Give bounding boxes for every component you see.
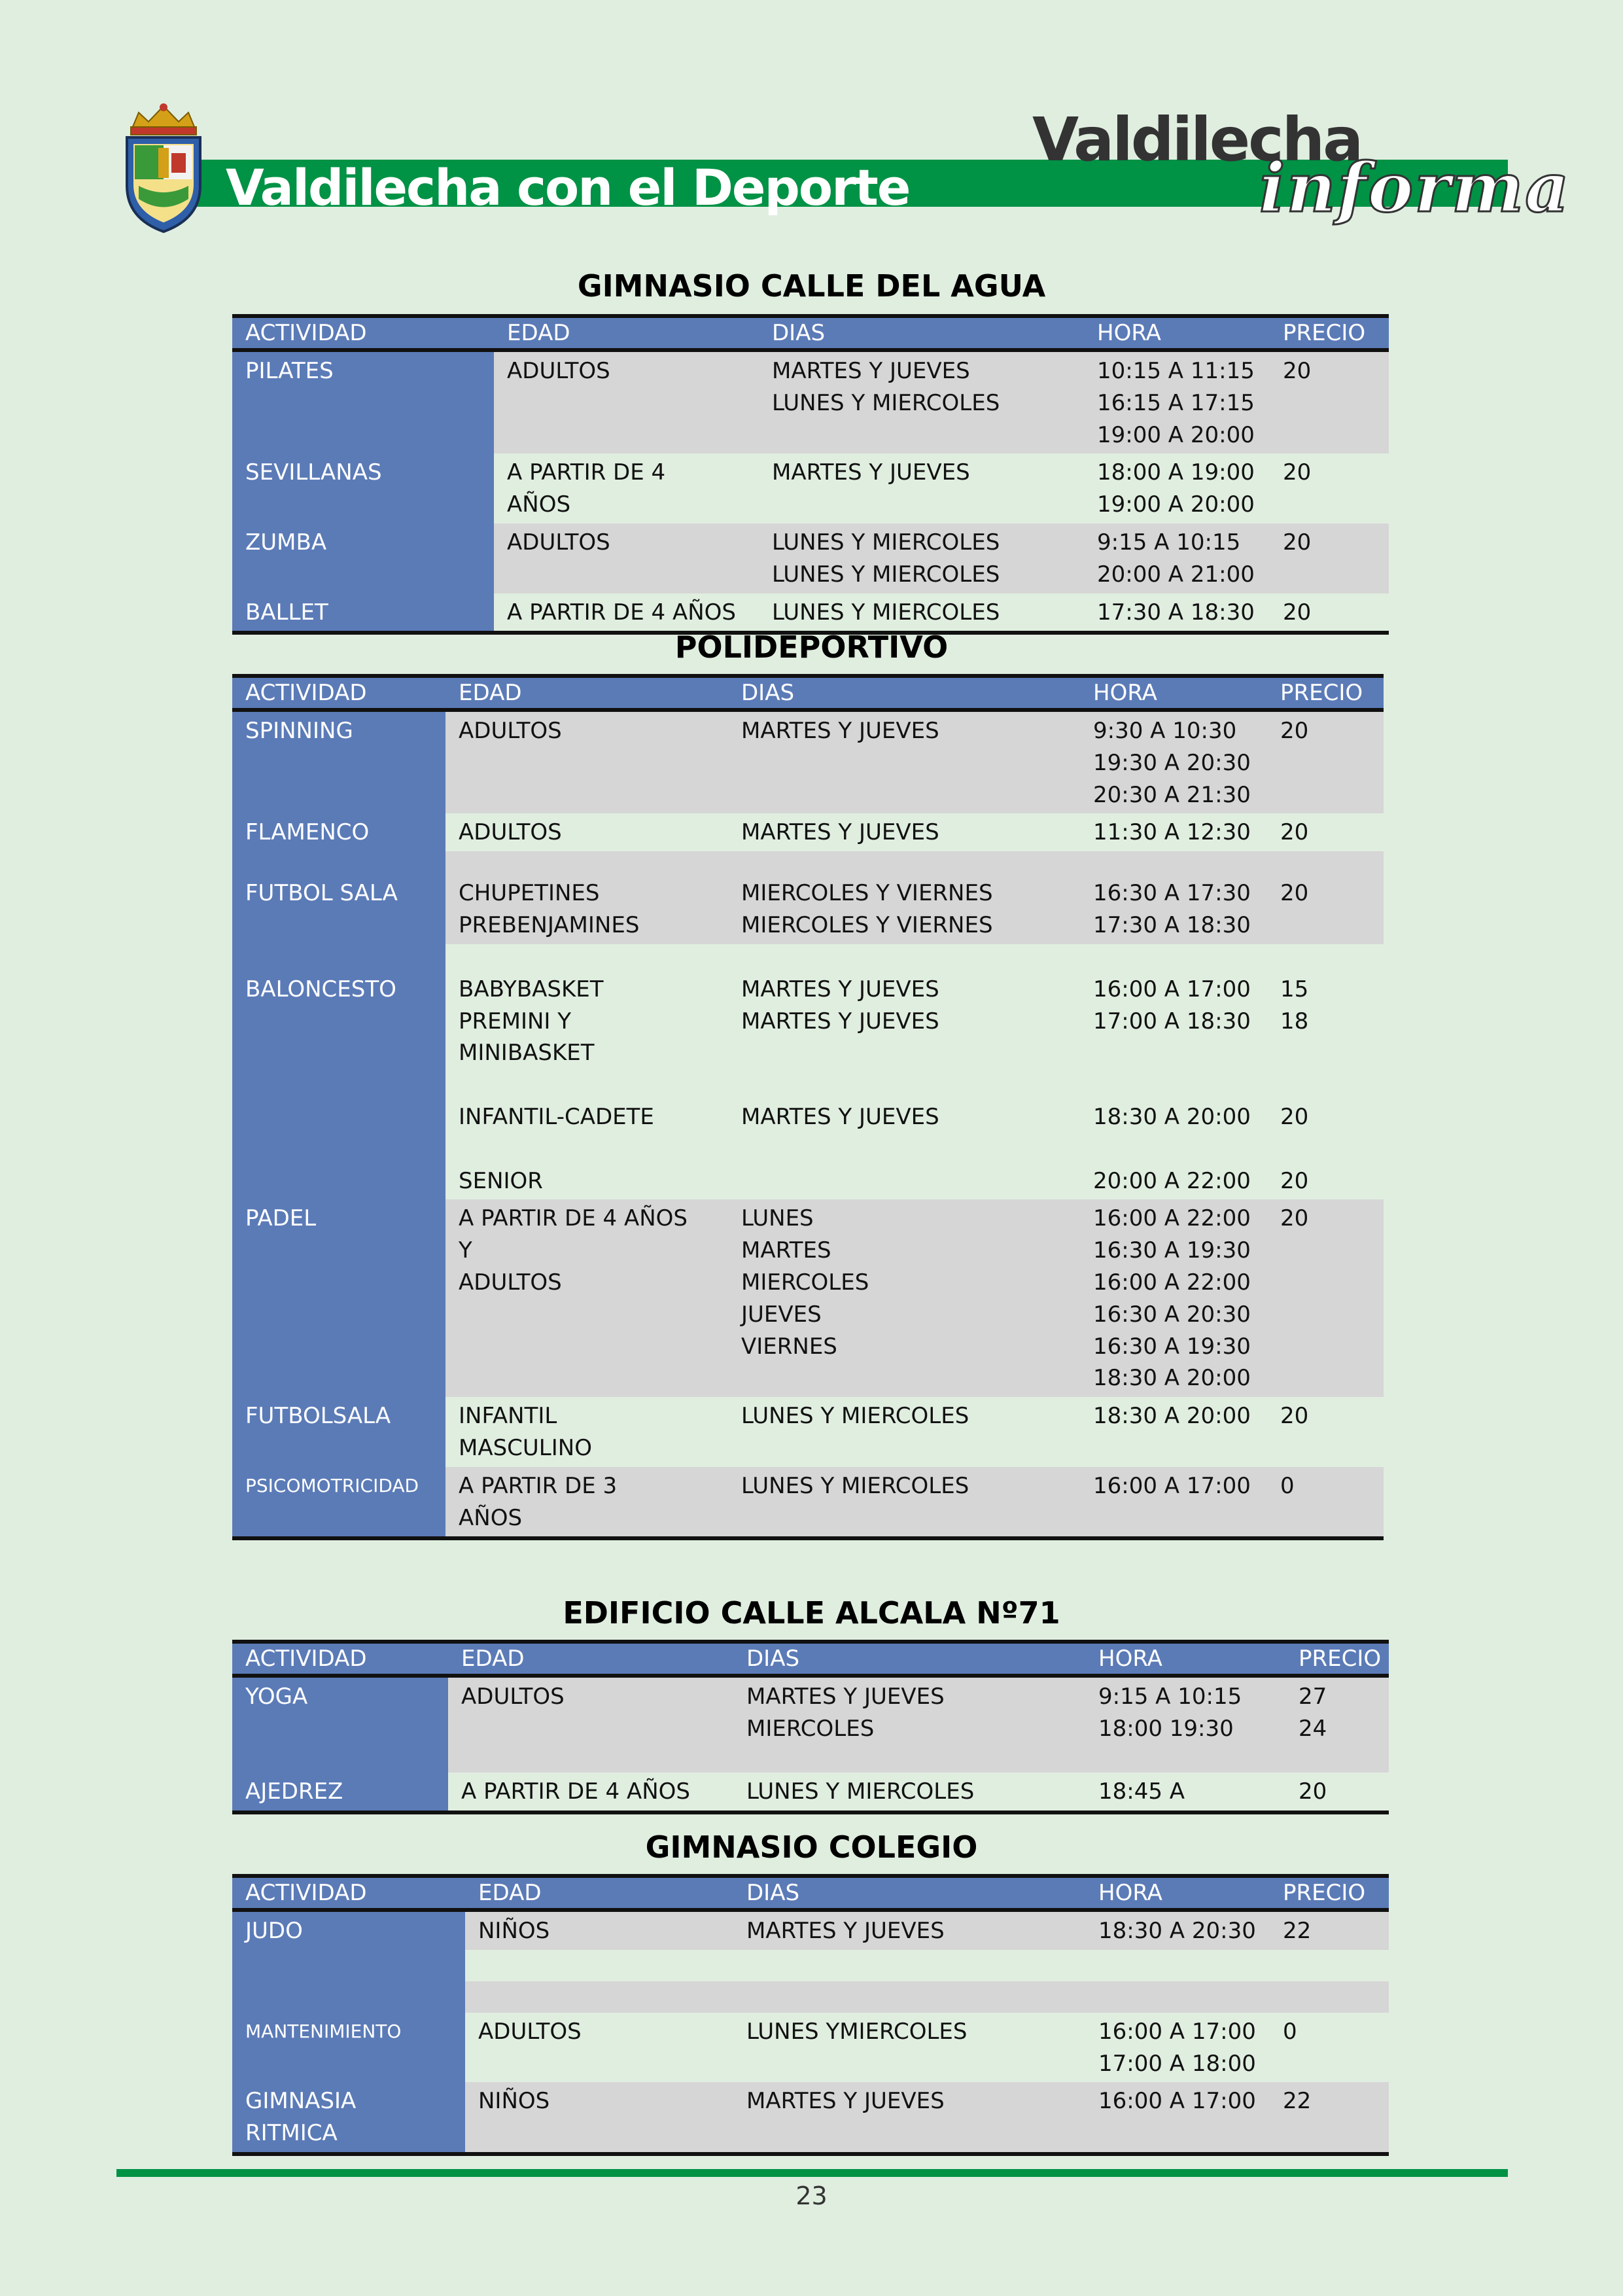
cell-actividad: AJEDREZ — [232, 1773, 448, 1812]
page-header — [0, 0, 1623, 249]
cell-precio: 20 — [1267, 1199, 1384, 1397]
cell-precio: 15 18 20 20 — [1280, 976, 1309, 1194]
cell-actividad: PILATES — [232, 350, 494, 453]
schedule-table — [232, 1874, 1389, 2156]
cell-precio: 20 — [1283, 599, 1312, 626]
col-header-hora: HORA — [1085, 1642, 1285, 1676]
col-header-hora: HORA — [1084, 316, 1270, 350]
col-header-edad: EDAD — [448, 1642, 733, 1676]
col-header-dias: DIAS — [733, 1642, 1085, 1676]
cell-precio: 20 — [1267, 710, 1384, 813]
cell-precio: 22 — [1270, 2082, 1389, 2154]
col-header-precio: PRECIO — [1285, 1642, 1389, 1676]
col-header-hora: HORA — [1085, 1876, 1270, 1910]
col-header-actividad: ACTIVIDAD — [232, 676, 445, 710]
cell-precio: 20 — [1283, 459, 1312, 486]
cell-actividad: MANTENIMIENTO — [232, 2013, 465, 2083]
cell-dias: LUNES MARTES MIERCOLES JUEVES VIERNES — [728, 1199, 1080, 1397]
cell-edad: ADULTOS — [478, 2018, 582, 2045]
col-header-edad: EDAD — [465, 1876, 733, 1910]
table-row-spacer — [232, 944, 1384, 970]
cell-hora: 9:15 A 10:15 20:00 A 21:00 — [1084, 523, 1270, 593]
cell-precio: 20 — [1299, 1778, 1327, 1805]
header-title: Valdilecha con el Deporte — [226, 158, 910, 217]
cell-precio: 20 — [1280, 1403, 1309, 1430]
cell-actividad: YOGA — [232, 1676, 448, 1773]
section-title: POLIDEPORTIVO — [674, 629, 949, 665]
cell-hora: 16:00 A 22:00 16:30 A 19:30 16:00 A 22:00 16:30 A 20:30 16:30 A 19:30 18:30 A 20:00 — [1080, 1199, 1267, 1397]
table-row — [232, 874, 1384, 944]
cell-actividad: SPINNING — [232, 710, 445, 813]
cell-dias: MIERCOLES Y VIERNES MIERCOLES Y VIERNES — [728, 874, 1080, 944]
cell-edad: ADULTOS — [494, 523, 759, 593]
col-header-hora: HORA — [1080, 676, 1267, 710]
cell-dias: LUNES Y MIERCOLES LUNES Y MIERCOLES — [759, 523, 1084, 593]
cell-dias: LUNES Y MIERCOLES — [728, 1467, 1080, 1539]
col-header-precio: PRECIO — [1270, 316, 1389, 350]
col-header-edad: EDAD — [494, 316, 759, 350]
cell-hora: 16:30 A 17:30 17:30 A 18:30 — [1080, 874, 1267, 944]
cell-edad: NIÑOS — [465, 1910, 733, 1950]
cell-actividad: FUTBOL SALA — [232, 874, 445, 944]
cell-actividad: BALONCESTO — [232, 970, 445, 1200]
table-row — [232, 710, 1384, 813]
cell-hora: 9:15 A 10:15 18:00 19:30 — [1085, 1676, 1285, 1773]
cell-precio: 27 24 — [1285, 1676, 1389, 1773]
table-row-spacer — [232, 851, 1384, 874]
cell-edad: A PARTIR DE 3 AÑOS — [445, 1467, 728, 1539]
col-header-precio: PRECIO — [1267, 676, 1384, 710]
cell-dias: LUNES YMIERCOLES — [746, 2018, 968, 2045]
section-title: GIMNASIO CALLE DEL AGUA — [577, 268, 1046, 304]
cell-edad: A PARTIR DE 4 AÑOS — [461, 1778, 690, 1805]
col-header-precio: PRECIO — [1270, 1876, 1389, 1910]
col-header-actividad: ACTIVIDAD — [232, 1642, 448, 1676]
cell-dias: MARTES Y JUEVES — [772, 459, 970, 486]
footer-green-bar — [116, 2169, 1508, 2177]
page-number: 23 — [795, 2181, 828, 2210]
table-row — [232, 1676, 1389, 1773]
cell-edad: A PARTIR DE 4 AÑOS — [507, 599, 736, 626]
section-title: EDIFICIO CALLE ALCALA Nº71 — [563, 1595, 1060, 1631]
cell-edad: BABYBASKET PREMINI Y MINIBASKET INFANTIL-CADETE SENIOR — [459, 976, 654, 1194]
table-row — [232, 2082, 1389, 2154]
schedule-table — [232, 314, 1389, 635]
cell-actividad: FLAMENCO — [232, 813, 445, 851]
brand-tagline: informa — [1259, 147, 1571, 228]
cell-actividad: SEVILLANAS — [232, 453, 494, 523]
cell-actividad: PSICOMOTRICIDAD — [232, 1467, 445, 1539]
cell-hora: 10:15 A 11:15 16:15 A 17:15 19:00 A 20:00 — [1084, 350, 1270, 453]
cell-dias: MARTES Y JUEVES MIERCOLES — [733, 1676, 1085, 1773]
cell-precio: 20 — [1270, 350, 1389, 453]
cell-edad: A PARTIR DE 4 AÑOS Y ADULTOS — [445, 1199, 728, 1397]
cell-hora: 18:45 A — [1098, 1778, 1185, 1805]
cell-edad: ADULTOS — [445, 710, 728, 813]
cell-hora: 18:30 A 20:30 — [1085, 1910, 1270, 1950]
table-row — [232, 813, 1384, 851]
cell-hora: 18:00 A 19:00 19:00 A 20:00 — [1097, 459, 1255, 518]
cell-actividad: BALLET — [232, 593, 494, 633]
table-row — [232, 453, 1389, 523]
cell-edad: CHUPETINES PREBENJAMINES — [445, 874, 728, 944]
schedule-table — [232, 674, 1384, 1540]
table-row-spacer — [232, 1981, 1389, 2013]
cell-actividad: PADEL — [232, 1199, 445, 1397]
col-header-actividad: ACTIVIDAD — [232, 316, 494, 350]
cell-dias: MARTES Y JUEVES — [728, 710, 1080, 813]
cell-edad: ADULTOS — [494, 350, 759, 453]
table-row — [232, 593, 1389, 633]
cell-dias: LUNES Y MIERCOLES — [741, 1403, 969, 1430]
table-row — [232, 350, 1389, 453]
col-header-dias: DIAS — [759, 316, 1084, 350]
cell-dias: MARTES Y JUEVES — [741, 819, 939, 846]
col-header-actividad: ACTIVIDAD — [232, 1876, 465, 1910]
cell-precio: 22 — [1270, 1910, 1389, 1950]
brand-name: Valdilecha — [1032, 105, 1362, 175]
cell-actividad: FUTBOLSALA — [232, 1397, 445, 1467]
table-row — [232, 970, 1384, 1200]
table-row — [232, 2013, 1389, 2083]
cell-edad: NIÑOS — [465, 2082, 733, 2154]
table-row — [232, 1910, 1389, 1950]
cell-precio: 20 — [1270, 523, 1389, 593]
table-row — [232, 523, 1389, 593]
cell-precio: 20 — [1280, 819, 1309, 846]
cell-dias: LUNES Y MIERCOLES — [772, 599, 1000, 626]
schedule-table — [232, 1640, 1389, 1814]
cell-dias: LUNES Y MIERCOLES — [746, 1778, 975, 1805]
cell-hora: 16:00 A 17:00 — [1080, 1467, 1267, 1539]
cell-precio: 20 — [1267, 874, 1384, 944]
cell-precio: 0 — [1283, 2018, 1297, 2045]
col-header-edad: EDAD — [445, 676, 728, 710]
cell-hora: 18:30 A 20:00 — [1093, 1403, 1251, 1430]
table-row — [232, 1199, 1384, 1397]
col-header-dias: DIAS — [733, 1876, 1085, 1910]
table-row-spacer — [232, 1950, 1389, 1981]
cell-edad: ADULTOS — [448, 1676, 733, 1773]
cell-hora: 16:00 A 17:00 17:00 A 18:00 — [1098, 2018, 1256, 2077]
section-title: GIMNASIO COLEGIO — [645, 1829, 978, 1865]
table-row — [232, 1467, 1384, 1539]
cell-edad: A PARTIR DE 4 AÑOS — [507, 459, 666, 518]
cell-hora: 9:30 A 10:30 19:30 A 20:30 20:30 A 21:30 — [1080, 710, 1267, 813]
col-header-dias: DIAS — [728, 676, 1080, 710]
cell-edad: ADULTOS — [459, 819, 562, 846]
cell-hora: 11:30 A 12:30 — [1093, 819, 1251, 846]
cell-dias: MARTES Y JUEVES MARTES Y JUEVES MARTES Y JUEVES — [741, 976, 939, 1130]
cell-dias: MARTES Y JUEVES — [733, 1910, 1085, 1950]
cell-actividad: ZUMBA — [232, 523, 494, 593]
cell-precio: 0 — [1267, 1467, 1384, 1539]
cell-hora: 17:30 A 18:30 — [1097, 599, 1255, 626]
cell-actividad: JUDO — [232, 1910, 465, 1950]
cell-hora: 16:00 A 17:00 17:00 A 18:30 18:30 A 20:00 20:00 A 22:00 — [1093, 976, 1251, 1194]
cell-edad: INFANTIL MASCULINO — [459, 1403, 592, 1461]
table-row — [232, 1397, 1384, 1467]
cell-hora: 16:00 A 17:00 — [1085, 2082, 1270, 2154]
cell-actividad: GIMNASIA RITMICA — [232, 2082, 465, 2154]
municipal-crest-icon — [113, 101, 215, 238]
cell-dias: MARTES Y JUEVES LUNES Y MIERCOLES — [759, 350, 1084, 453]
cell-dias: MARTES Y JUEVES — [733, 2082, 1085, 2154]
table-row — [232, 1773, 1389, 1812]
